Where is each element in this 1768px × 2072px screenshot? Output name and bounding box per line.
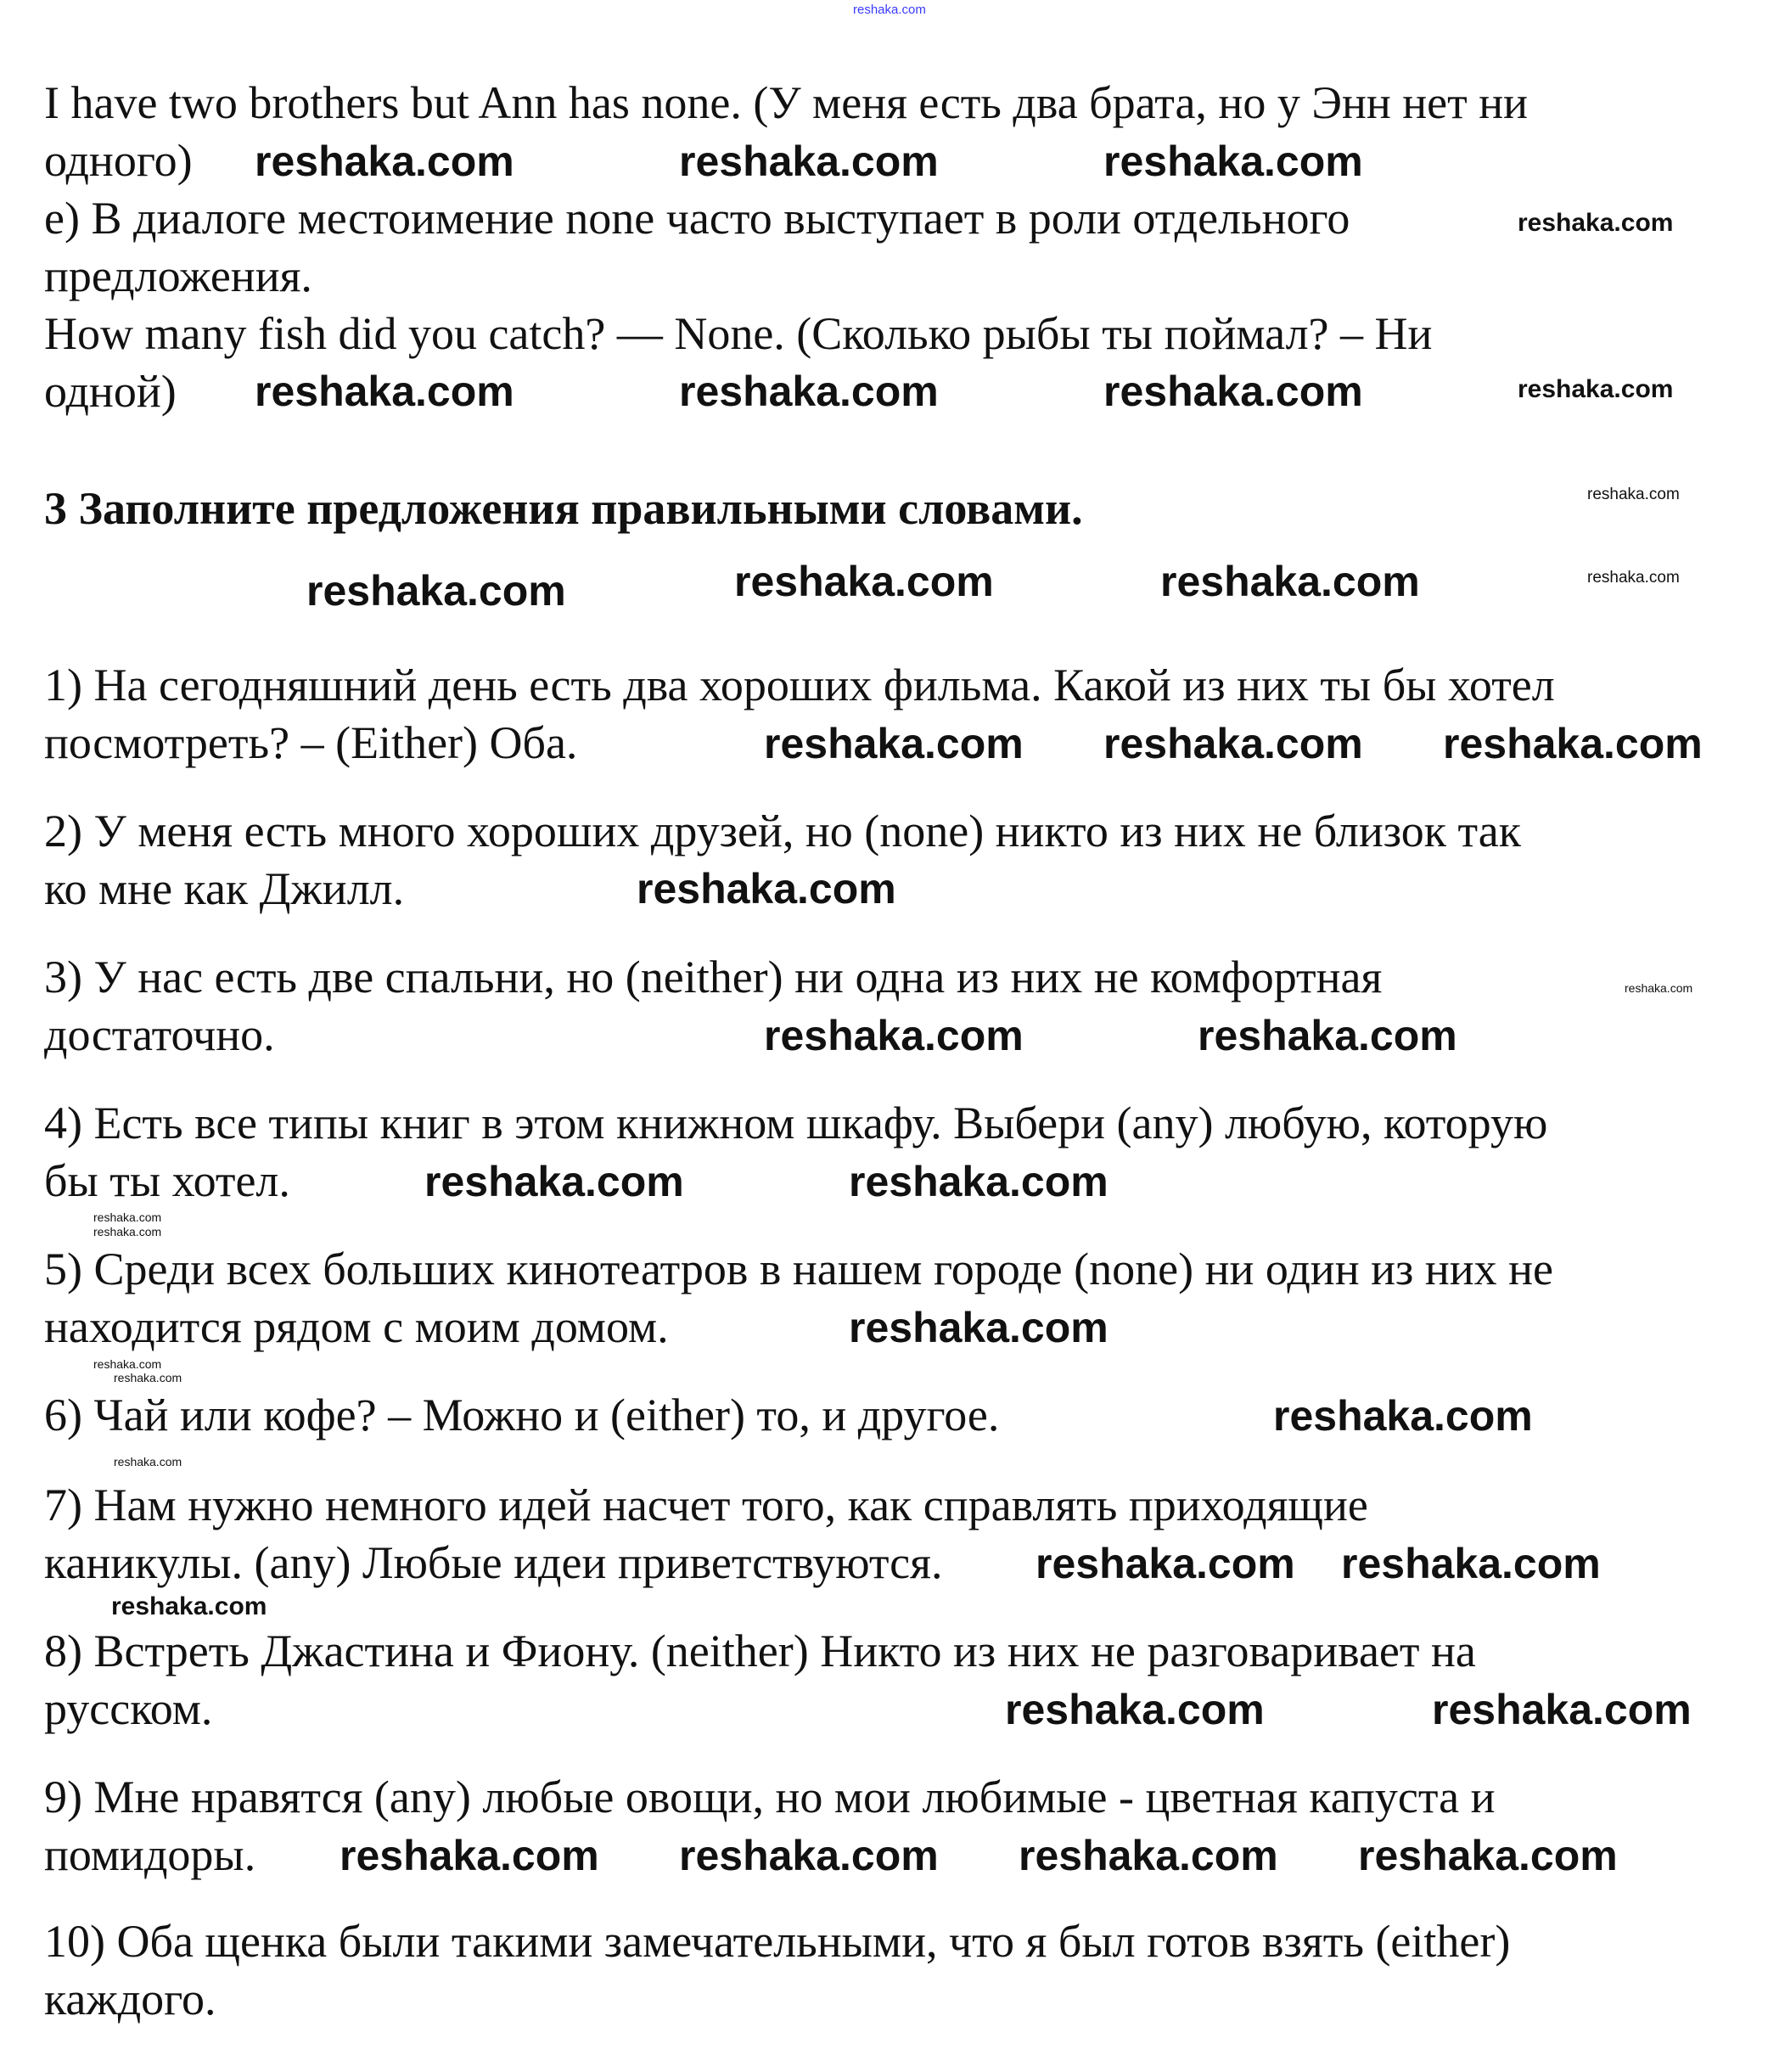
item-line: ко мне как Джилл. <box>44 863 405 914</box>
watermark: reshaka.com <box>1160 558 1420 605</box>
item-line: 4) Есть все типы книг в этом книжном шкафу. Выбери (any) любую, которую <box>44 1098 1548 1148</box>
watermark: reshaka.com <box>255 138 514 185</box>
item-line: 2) У меня есть много хороших друзей, но (none) никто из них не близок так <box>44 806 1521 856</box>
watermark: reshaka.com <box>255 368 514 415</box>
item-line: посмотреть? – (Either) Оба. <box>44 717 578 768</box>
item-line: 7) Нам нужно немного идей насчет того, как справлять приходящие <box>44 1480 1368 1530</box>
watermark: reshaka.com <box>734 558 994 605</box>
watermark: reshaka.com <box>111 1592 267 1620</box>
watermark: reshaka.com <box>637 865 896 912</box>
watermark: reshaka.com <box>1518 375 1674 403</box>
watermark: reshaka.com <box>1103 720 1363 767</box>
watermark: reshaka.com <box>1587 569 1680 587</box>
intro-line: e) В диалоге местоимение none часто выступает в роли отдельного <box>44 193 1350 244</box>
item-line: русском. <box>44 1683 213 1734</box>
watermark: reshaka.com <box>849 1158 1109 1205</box>
watermark: reshaka.com <box>849 1304 1109 1351</box>
intro-line: предложения. <box>44 250 312 301</box>
watermark: reshaka.com <box>1587 486 1680 503</box>
intro-line: одного) <box>44 135 193 186</box>
watermark: reshaka.com <box>679 138 939 185</box>
item-line: 3) У нас есть две спальни, но (neither) ни одна из них не комфортная <box>44 952 1383 1002</box>
exercise-heading: 3 Заполните предложения правильными словами. <box>44 483 1083 534</box>
exercise-item-6 <box>44 1386 999 1444</box>
item-line: бы ты хотел. <box>44 1155 290 1206</box>
item-line: помидоры. <box>44 1829 256 1880</box>
item-line: каникулы. (any) Любые идеи приветствуются. <box>44 1537 943 1588</box>
exercise-item-5 <box>44 1240 1553 1356</box>
item-line: каждого. <box>44 1974 216 2024</box>
intro-line: How many fish did you catch? — None. (Сколько рыбы ты поймал? – Ни <box>44 308 1433 359</box>
item-line: 9) Мне нравятся (any) любые овощи, но мои любимые - цветная капуста и <box>44 1772 1496 1822</box>
watermark: reshaka.com <box>306 567 566 615</box>
item-line: 6) Чай или кофе? – Можно и (either) то, и другое. <box>44 1390 1000 1440</box>
watermark: reshaka.com <box>114 1371 182 1384</box>
watermark: reshaka.com <box>1443 720 1703 767</box>
watermark: reshaka.com <box>1625 981 1693 995</box>
watermark: reshaka.com <box>1273 1392 1533 1440</box>
watermark: reshaka.com <box>1518 209 1674 237</box>
watermark: reshaka.com <box>114 1455 182 1468</box>
watermark: reshaka.com <box>1103 138 1363 185</box>
watermark: reshaka.com <box>1432 1686 1692 1733</box>
watermark: reshaka.com <box>1341 1540 1601 1587</box>
watermark: reshaka.com <box>424 1158 684 1205</box>
watermark: reshaka.com <box>1358 1832 1618 1879</box>
watermark: reshaka.com <box>764 1012 1024 1059</box>
item-line: 1) На сегодняшний день есть два хороших фильма. Какой из них ты бы хотел <box>44 660 1555 710</box>
item-line: достаточно. <box>44 1009 275 1060</box>
watermark-top: reshaka.com <box>853 3 926 17</box>
watermark: reshaka.com <box>93 1225 162 1238</box>
item-line: находится рядом с моим домом. <box>44 1301 669 1352</box>
watermark: reshaka.com <box>1198 1012 1457 1059</box>
exercise-item-10 <box>44 1912 1510 2028</box>
watermark: reshaka.com <box>679 1832 939 1879</box>
watermark: reshaka.com <box>1103 368 1363 415</box>
watermark: reshaka.com <box>340 1832 599 1879</box>
watermark: reshaka.com <box>679 368 939 415</box>
watermark: reshaka.com <box>1036 1540 1295 1587</box>
intro-line: одной) <box>44 366 177 417</box>
watermark: reshaka.com <box>1005 1686 1265 1733</box>
intro-line: I have two brothers but Ann has none. (У меня есть два брата, но у Энн нет ни <box>44 77 1529 128</box>
watermark: reshaka.com <box>1019 1832 1278 1879</box>
item-line: 10) Оба щенка были такими замечательными, что я был готов взять (either) <box>44 1916 1511 1967</box>
item-line: 5) Среди всех больших кинотеатров в нашем городе (none) ни один из них не <box>44 1244 1553 1294</box>
watermark: reshaka.com <box>93 1210 162 1224</box>
exercise-item-4 <box>44 1094 1547 1210</box>
watermark: reshaka.com <box>764 720 1024 767</box>
watermark: reshaka.com <box>93 1357 162 1371</box>
exercise-item-3 <box>44 948 1382 1064</box>
item-line: 8) Встреть Джастина и Фиону. (neither) Никто из них не разговаривает на <box>44 1626 1476 1676</box>
